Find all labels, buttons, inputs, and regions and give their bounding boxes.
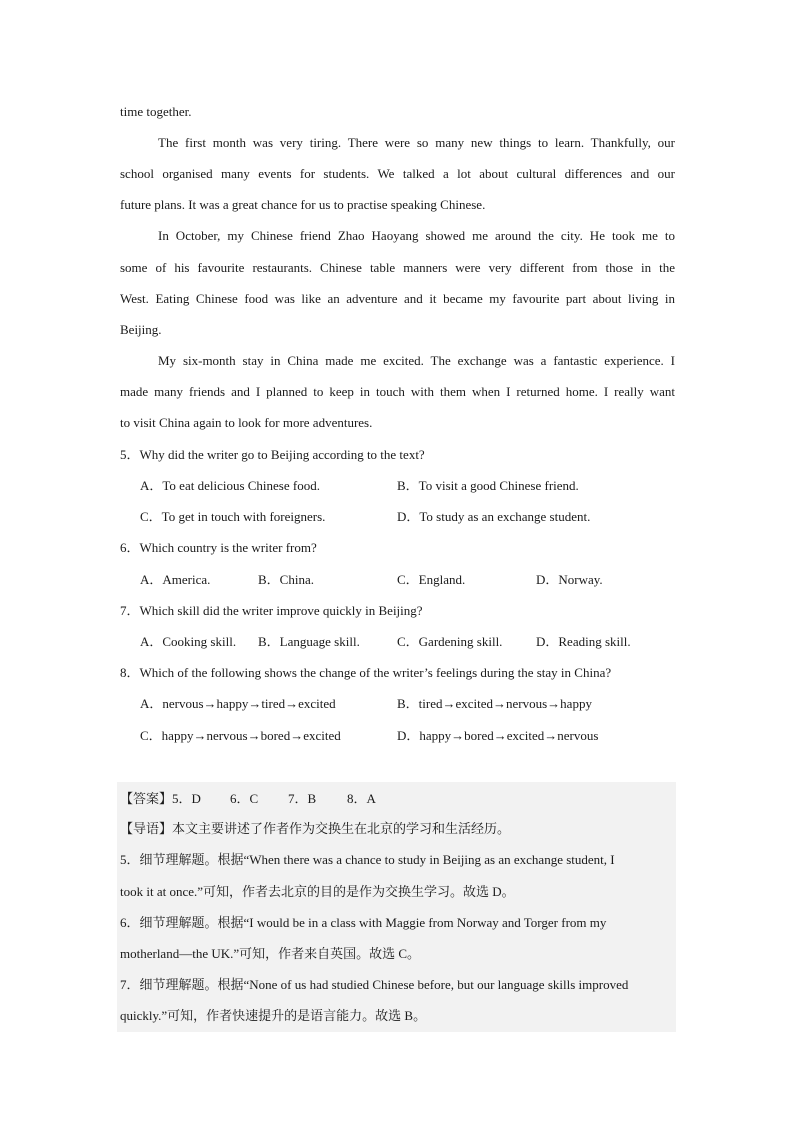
option-c: C．England. <box>397 572 466 587</box>
passage-line: future plans. It was a great chance for us to practise speaking Chinese. <box>120 197 486 212</box>
question-stem: 8．Which of the following shows the change of the writer’s feelings during the stay in China? <box>120 665 612 680</box>
passage-line: time together. <box>120 104 192 119</box>
option-a: A．America. <box>140 572 211 587</box>
option-d: D．Reading skill. <box>536 634 631 649</box>
answer-key <box>120 790 376 808</box>
answer-label: 【答案】 <box>120 791 173 806</box>
passage-line: My six-month stay in China made me excited. The exchange was a fantastic experience. I <box>158 353 675 368</box>
option-c: C．happy→nervous→bored→excited <box>140 728 341 743</box>
option-b: B．Language skill. <box>258 634 360 649</box>
option-d: D．Norway. <box>536 572 603 587</box>
guide-text: 【导语】本文主要讲述了作者作为交换生在北京的学习和生活经历。 <box>120 821 511 836</box>
passage-line: The first month was very tiring. There were so many new things to learn. Thankfully, our <box>158 135 675 150</box>
answer-8: 8．A <box>347 791 376 806</box>
passage-line: West. Eating Chinese food was like an adventure and it became my favourite part about living in <box>120 291 675 306</box>
explanation-line: 6．细节理解题。根据“I would be in a class with Maggie from Norway and Torger from my <box>120 915 607 930</box>
option-c: C．Gardening skill. <box>397 634 503 649</box>
answer-6: 6．C <box>230 791 259 806</box>
passage-line: made many friends and I planned to keep in touch with them when I returned home. I really want <box>120 384 675 399</box>
question-stem: 7．Which skill did the writer improve quickly in Beijing? <box>120 603 423 618</box>
answer-5: 5．D <box>172 791 201 806</box>
explanation-line: motherland—the UK.”可知，作者来自英国。故选 C。 <box>120 946 421 961</box>
option-d: D．happy→bored→excited→nervous <box>397 728 599 743</box>
explanation-line: 5．细节理解题。根据“When there was a chance to study in Beijing as an exchange student, I <box>120 852 615 867</box>
option-a: A．nervous→happy→tired→excited <box>140 696 336 711</box>
passage-line: Beijing. <box>120 322 162 337</box>
passage-line: some of his favourite restaurants. Chinese table manners were very different from those in the <box>120 260 675 275</box>
explanation-line: 7．细节理解题。根据“None of us had studied Chinese before, but our language skills improved <box>120 977 629 992</box>
option-b: B．To visit a good Chinese friend. <box>397 478 579 493</box>
passage-line: school organised many events for students. We talked a lot about cultural differences and our <box>120 166 675 181</box>
explanation-line: took it at once.”可知，作者去北京的目的是作为交换生学习。故选 D。 <box>120 884 515 899</box>
answer-7: 7．B <box>288 791 317 806</box>
option-b: B．China. <box>258 572 314 587</box>
explanation-line: quickly.”可知，作者快速提升的是语言能力。故选 B。 <box>120 1008 427 1023</box>
passage-line: In October, my Chinese friend Zhao Haoyang showed me around the city. He took me to <box>158 228 675 243</box>
option-c: C．To get in touch with foreigners. <box>140 509 326 524</box>
option-b: B．tired→excited→nervous→happy <box>397 696 592 711</box>
question-stem: 6．Which country is the writer from? <box>120 540 317 555</box>
option-a: A．To eat delicious Chinese food. <box>140 478 320 493</box>
question-stem: 5．Why did the writer go to Beijing according to the text? <box>120 447 425 462</box>
option-d: D．To study as an exchange student. <box>397 509 591 524</box>
passage-line: to visit China again to look for more adventures. <box>120 415 373 430</box>
option-a: A．Cooking skill. <box>140 634 237 649</box>
